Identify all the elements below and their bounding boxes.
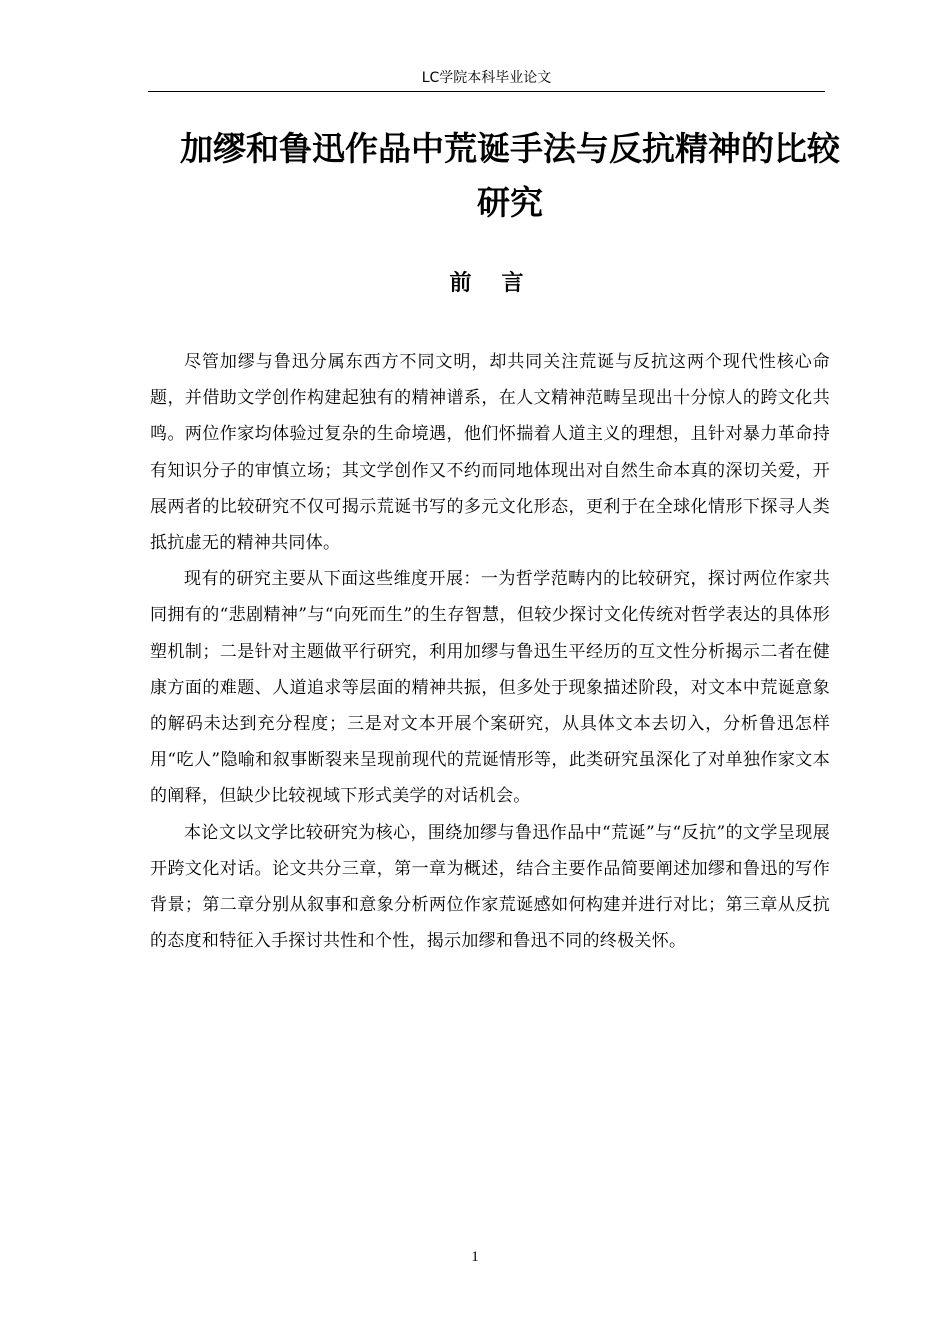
paragraph: 现有的研究主要从下面这些维度开展：一为哲学范畴内的比较研究，探讨两位作家共同拥有的“悲剧精神”与“向死而生”的生存智慧，但较少探讨文化传统对哲学表达的具体形塑机制；二是针对主题做平行研究，利用加缪与鲁迅生平经历的互文性分析揭示二者在健康方面的难题、人道追求等层面的精神共振，但多处于现象描述阶段，对文本中荒诞意象的解码未达到充分程度；三是对文本开展个案研究，从具体文本去切入，分析鲁迅怎样用“吃人”隐喻和叙事断裂来呈现前现代的荒诞情形等，此类研究虽深化了对单独作家文本的阐释，但缺少比较视域下形式美学的对话机会。	[150, 569, 830, 807]
paragraph: 本论文以文学比较研究为核心，围绕加缪与鲁迅作品中“荒诞”与“反抗”的文学呈现展开跨文化对话。论文共分三章，第一章为概述，结合主要作品简要阐述加缪和鲁迅的写作背景；第二章分别从叙事和意象分析两位作家荒诞感如何构建并进行对比；第三章从反抗的态度和特征入手探讨共性和个性，揭示加缪和鲁迅不同的终极关怀。	[150, 822, 830, 952]
paragraph: 尽管加缪与鲁迅分属东西方不同文明，却共同关注荒诞与反抗这两个现代性核心命题，并借助文学创作构建起独有的精神谱系，在人文精神范畴呈现出十分惊人的跨文化共鸣。两位作家均体验过复杂的生命境遇，他们怀揣着人道主义的理想，且针对暴力革命持有知识分子的审慎立场；其文学创作又不约而同地体现出对自然生命本真的深切关爱，开展两者的比较研究不仅可揭示荒诞书写的多元文化形态，更利于在全球化情形下探寻人类抵抗虚无的精神共同体。	[150, 352, 830, 554]
page-number: 1	[471, 1249, 479, 1265]
header-divider	[148, 91, 825, 92]
thesis-title-line-1: 加缪和鲁迅作品中荒诞手法与反抗精神的比较	[180, 129, 840, 168]
running-header: LC学院本科毕业论文	[421, 70, 552, 86]
preface-body	[150, 344, 830, 959]
section-heading-preface: 前言	[449, 271, 554, 296]
thesis-title	[140, 122, 880, 230]
thesis-title-line-2: 研究	[477, 183, 543, 222]
